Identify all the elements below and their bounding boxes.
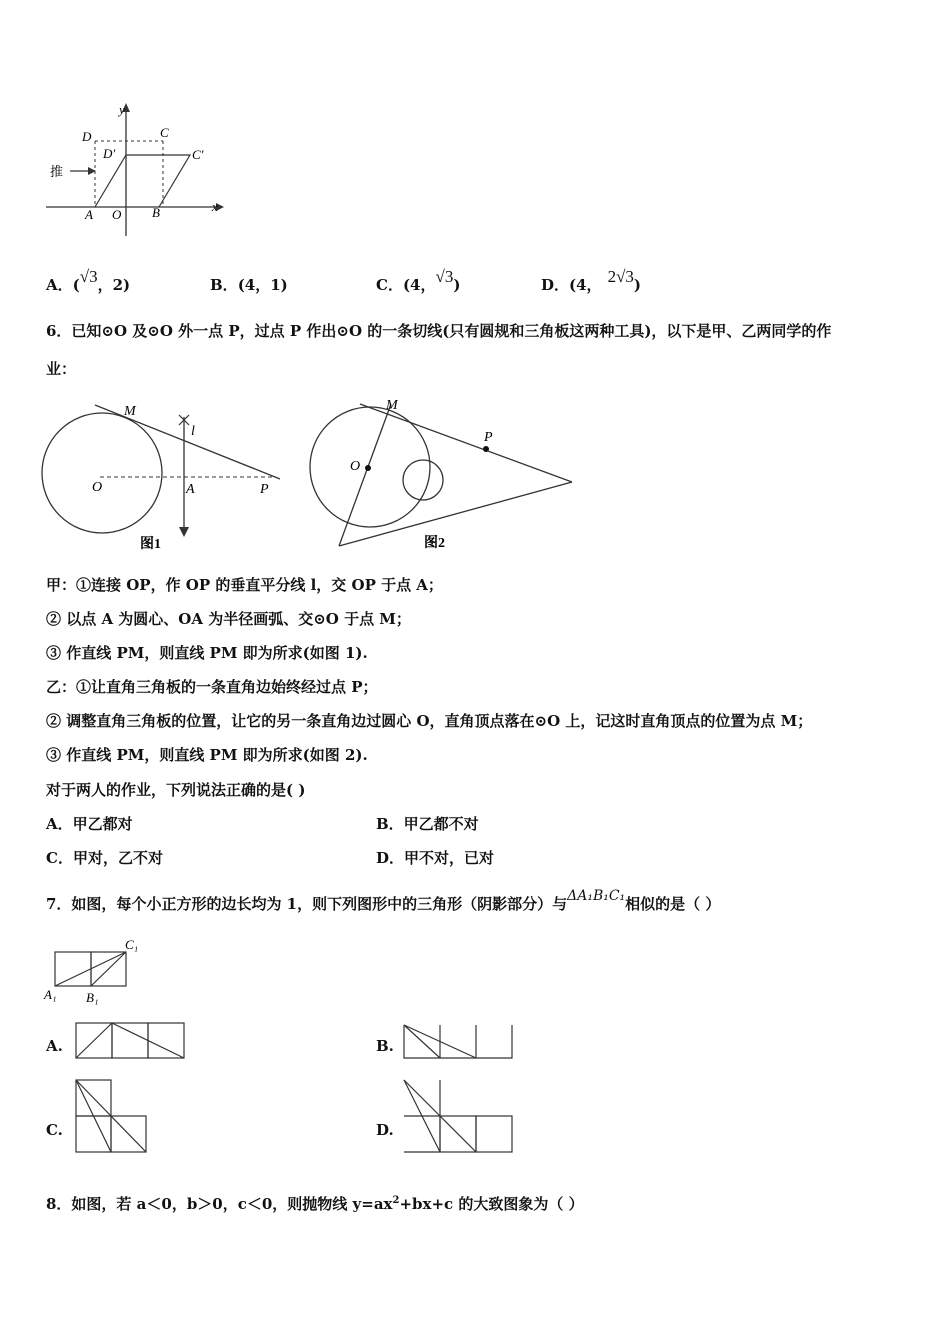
sqrt-coefficient: 2 xyxy=(607,267,617,286)
sqrt-value: √3 xyxy=(435,267,454,286)
fig1-label-l: l xyxy=(191,424,195,439)
figure-2-set-square xyxy=(300,390,590,558)
q7-option-c-letter[interactable]: C. xyxy=(46,1121,63,1139)
option-letter: D． xyxy=(541,276,570,294)
q7-stem-part-b: 相似的是（ ） xyxy=(625,895,721,913)
q6-stem-continued: 业： xyxy=(46,360,77,378)
label-D-prime: D′ xyxy=(103,146,116,161)
label-O: O xyxy=(112,207,122,222)
fig1-label-P: P xyxy=(260,482,269,497)
q7-reference-triangle-grid xyxy=(40,936,150,1008)
option-pre: ( xyxy=(72,276,80,294)
q6-step-yi-2: ② 调整直角三角板的位置，让它的另一条直角边过圆心 O，直角顶点落在⊙O 上，记这时直角顶点的位置为点 M； xyxy=(46,712,813,730)
ref-label-B1: B₁ xyxy=(86,990,99,1005)
q5-option-d[interactable] xyxy=(541,267,642,295)
sqrt-value: √3 xyxy=(79,267,98,286)
q8-stem xyxy=(46,1193,584,1214)
sqrt-value: √3 xyxy=(616,267,634,286)
label-B: B xyxy=(152,205,160,220)
q6-step-jia-1: 甲：①连接 OP，作 OP 的垂直平分线 l，交 OP 于点 A； xyxy=(46,576,443,594)
fig1-label-M: M xyxy=(124,404,136,419)
q6-step-jia-3: ③ 作直线 PM，则直线 PM 即为所求(如图 1). xyxy=(46,644,368,662)
q6-step-jia-2: ② 以点 A 为圆心、OA 为半径画弧、交⊙O 于点 M； xyxy=(46,610,411,628)
label-C: C xyxy=(160,125,169,140)
q7-stem-part-a: 7．如图，每个小正方形的边长均为 1，则下列图形中的三角形（阴影部分）与 xyxy=(46,895,568,913)
q5-option-b[interactable] xyxy=(210,274,288,295)
q6-option-b[interactable]: B．甲乙都不对 xyxy=(376,815,479,833)
q8-stem-part-a: 8．如图，若 a＜0，b＞0，c＜0，则抛物线 y=ax xyxy=(46,1195,393,1213)
q5-option-c[interactable] xyxy=(376,267,461,295)
label-C-prime: C′ xyxy=(192,147,204,162)
fig1-caption: 图1 xyxy=(140,537,161,552)
q6-step-yi-1: 乙：①让直角三角板的一条直角边始终经过点 P； xyxy=(46,678,378,696)
q7-option-b-letter[interactable]: B. xyxy=(376,1037,394,1055)
ref-label-C1: C₁ xyxy=(125,937,139,952)
exponent: 2 xyxy=(392,1195,400,1206)
option-post: ) xyxy=(453,276,461,294)
option-text: (4，1) xyxy=(237,276,288,294)
q6-question: 对于两人的作业，下列说法正确的是( ) xyxy=(46,781,306,799)
label-D: D xyxy=(82,129,92,144)
y-axis-label: y xyxy=(119,102,125,117)
q7-option-c-figure[interactable] xyxy=(74,1078,150,1156)
fig2-label-O: O xyxy=(350,459,361,474)
push-label: 推 xyxy=(50,164,64,179)
option-letter: A． xyxy=(46,276,73,294)
fig2-label-M: M xyxy=(386,398,398,413)
fig1-label-A: A xyxy=(186,482,195,497)
q6-step-yi-3: ③ 作直线 PM，则直线 PM 即为所求(如图 2). xyxy=(46,746,368,764)
fig2-caption: 图2 xyxy=(424,536,445,551)
q5-option-a[interactable] xyxy=(46,267,131,295)
parallelogram-push-diagram xyxy=(40,98,230,243)
option-letter: B． xyxy=(210,276,238,294)
figure-1-perpendicular-bisector xyxy=(40,395,290,555)
fig1-label-O: O xyxy=(92,480,103,495)
option-post: ) xyxy=(633,276,642,294)
triangle-symbol: ΔA₁B₁C₁ xyxy=(567,888,626,904)
q6-option-d[interactable]: D．甲不对，已对 xyxy=(376,849,495,867)
option-post: ，2) xyxy=(97,276,131,294)
option-pre: (4， xyxy=(402,276,436,294)
option-pre: (4， xyxy=(569,276,602,294)
q6-option-c[interactable]: C．甲对，乙不对 xyxy=(46,849,163,867)
q7-option-a-figure[interactable] xyxy=(74,1020,186,1062)
ref-label-A1: A₁ xyxy=(44,987,57,1002)
label-A: A xyxy=(85,207,93,222)
q7-stem xyxy=(46,888,721,914)
q6-option-a[interactable]: A．甲乙都对 xyxy=(46,815,133,833)
q8-stem-part-b: +bx+c 的大致图象为（ ） xyxy=(399,1195,584,1213)
q7-option-a-letter[interactable]: A. xyxy=(46,1037,63,1055)
q7-option-b-figure[interactable] xyxy=(402,1022,514,1062)
option-letter: C． xyxy=(376,276,403,294)
x-axis-label: x xyxy=(212,199,218,214)
q7-option-d-figure[interactable] xyxy=(402,1078,516,1156)
q7-option-d-letter[interactable]: D. xyxy=(376,1121,394,1139)
fig2-label-P: P xyxy=(484,430,493,445)
q6-stem: 6．已知⊙O 及⊙O 外一点 P，过点 P 作出⊙O 的一条切线(只有圆规和三角板这两种工具)，以下是甲、乙两同学的作 xyxy=(46,322,832,340)
